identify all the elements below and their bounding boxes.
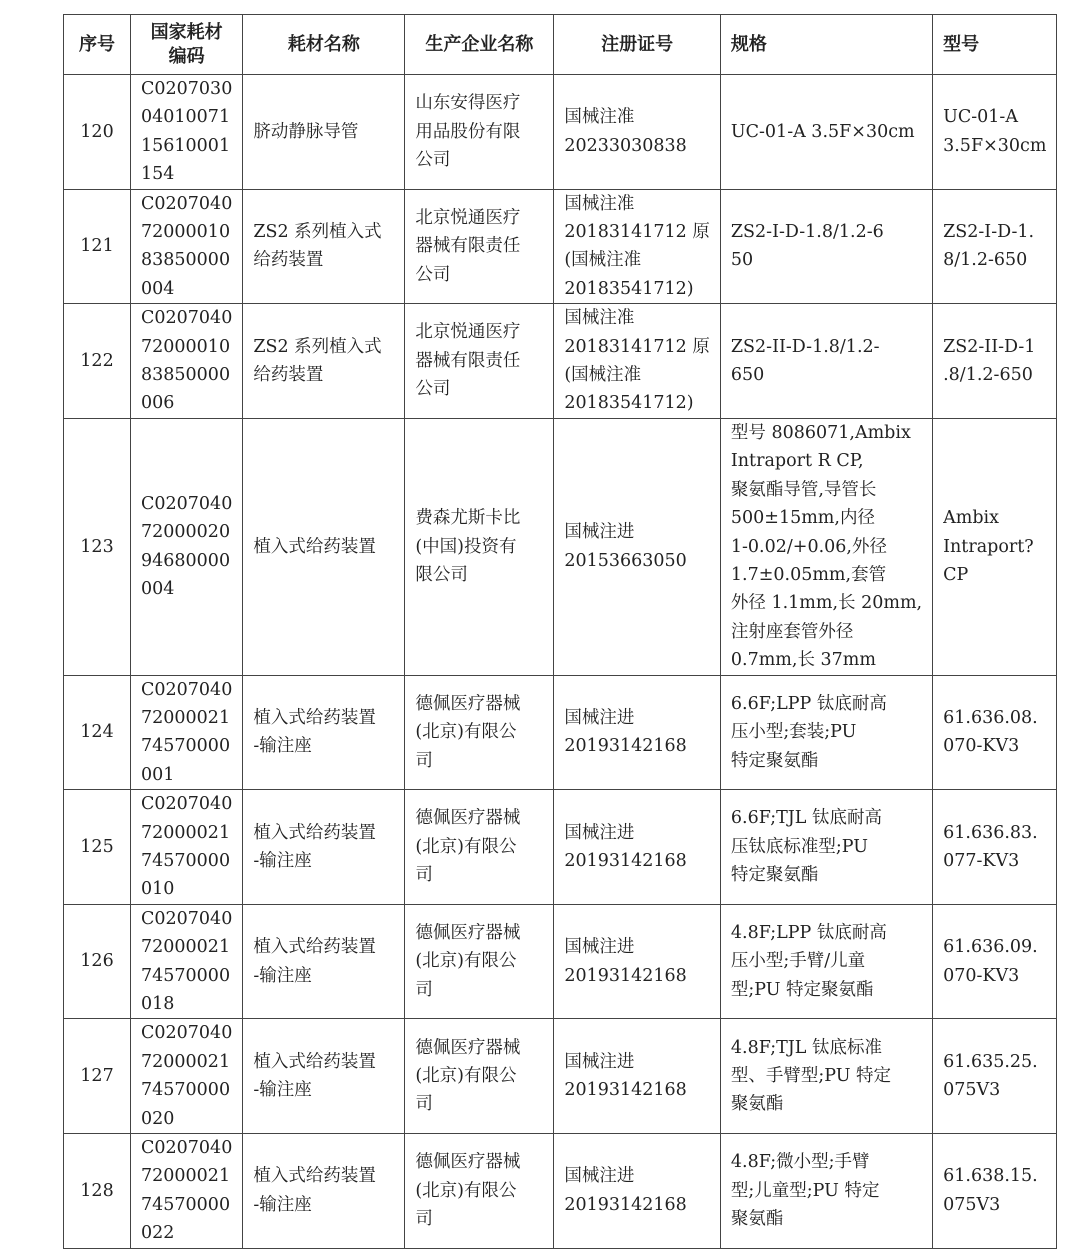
cell-model — [933, 904, 1057, 1019]
cell-registration-line: 20193142168 — [564, 850, 687, 871]
cell-name — [243, 904, 405, 1019]
cell-registration — [554, 75, 721, 190]
cell-company-line: (北京)有限公 — [415, 1180, 517, 1201]
cell-code-line: 020 — [141, 1108, 175, 1129]
cell-code-line: 001 — [141, 764, 175, 785]
header-company — [405, 15, 554, 75]
cell-company-line: 德佩医疗器械 — [415, 1037, 521, 1058]
cell-model-line: .8/1.2-650 — [943, 365, 1033, 386]
table-header-row — [64, 15, 1057, 75]
cell-seq: 127 — [64, 1019, 131, 1134]
cell-name — [243, 1134, 405, 1249]
cell-code-line: 006 — [141, 393, 175, 414]
cell-spec-line: 1-0.02/+0.06,外径 — [730, 536, 887, 557]
cell-code-line: C0207040 — [141, 493, 233, 514]
cell-company-line: 司 — [415, 979, 433, 1000]
cell-model — [933, 304, 1057, 419]
cell-spec-line: Intraport R CP, — [730, 451, 864, 472]
cell-code-line: 018 — [141, 994, 175, 1014]
cell-company-line: 德佩医疗器械 — [415, 1152, 521, 1173]
cell-registration — [554, 904, 721, 1019]
cell-company — [405, 75, 554, 190]
cell-registration-line: 20153663050 — [564, 550, 687, 571]
cell-code-line: C0207040 — [141, 908, 233, 929]
cell-name-line: 给药装置 — [253, 365, 324, 386]
cell-spec-line: 压钛底标准型;PU — [730, 836, 868, 857]
cell-registration-line: (国械注准 — [564, 365, 642, 386]
cell-seq: 126 — [64, 904, 131, 1019]
table-row — [64, 1134, 1057, 1249]
cell-name — [243, 75, 405, 190]
cell-registration — [554, 675, 721, 790]
cell-company-line: 器械有限责任 — [415, 350, 521, 371]
header-registration — [554, 15, 721, 75]
cell-registration-line: 20193142168 — [564, 1080, 687, 1101]
header-line: 生产企业名称 — [425, 33, 534, 55]
cell-spec — [720, 418, 932, 675]
cell-spec-line: ZS2-I-D-1.8/1.2-6 — [730, 222, 884, 243]
cell-spec-line: 型;PU 特定聚氨酯 — [730, 979, 874, 1000]
cell-seq: 123 — [64, 418, 131, 675]
cell-code-line: C0207030 — [141, 79, 233, 99]
cell-name-line: 给药装置 — [253, 250, 324, 271]
cell-registration-line: 20193142168 — [564, 965, 687, 986]
cell-registration-line: 国械注进 — [564, 1051, 635, 1072]
header-code — [131, 15, 243, 75]
cell-code — [131, 675, 243, 790]
cell-registration-line: 20183541712) — [564, 278, 694, 299]
cell-code-line: 72000010 — [141, 222, 231, 243]
table-row — [64, 904, 1057, 1019]
cell-seq: 124 — [64, 675, 131, 790]
cell-company — [405, 304, 554, 419]
table-row — [64, 1019, 1057, 1134]
cell-model-line: ZS2-II-D-1 — [943, 336, 1036, 357]
cell-code-line: C0207040 — [141, 1023, 233, 1044]
cell-code-line: 010 — [141, 879, 175, 900]
cell-name-line: -输注座 — [253, 1194, 312, 1215]
cell-registration-line: (国械注准 — [564, 250, 642, 271]
cell-model-line: Ambix — [943, 508, 1000, 529]
cell-registration-line: 国械注准 — [564, 107, 635, 128]
header-line: 序号 — [79, 33, 115, 55]
cell-code-line: 74570000 — [141, 1194, 231, 1215]
cell-company-line: 公司 — [415, 264, 451, 285]
cell-model-line: 61.635.25. — [943, 1051, 1038, 1072]
cell-model-line: 070-KV3 — [943, 736, 1020, 757]
cell-code — [131, 75, 243, 190]
cell-name-line: 植入式给药装置 — [253, 536, 376, 557]
cell-name-line: ZS2 系列植入式 — [253, 222, 382, 243]
cell-name-line: 脐动静脉导管 — [253, 121, 359, 142]
cell-code-line: 154 — [141, 164, 175, 185]
cell-name-line: -输注座 — [253, 1080, 312, 1101]
cell-code-line: 74570000 — [141, 736, 231, 757]
cell-spec-line: UC-01-A 3.5F×30cm — [730, 121, 915, 142]
cell-spec-line: 4.8F;TJL 钛底标准 — [730, 1037, 882, 1058]
table-row — [64, 304, 1057, 419]
cell-registration-line: 国械注进 — [564, 522, 635, 543]
cell-code — [131, 304, 243, 419]
header-line: 型号 — [943, 33, 980, 55]
cell-code-line: 83850000 — [141, 365, 231, 386]
cell-company-line: 司 — [415, 865, 433, 886]
cell-name — [243, 790, 405, 905]
header-name — [243, 15, 405, 75]
cell-spec — [720, 790, 932, 905]
cell-model-line: CP — [943, 564, 969, 585]
cell-registration — [554, 1019, 721, 1134]
cell-seq: 122 — [64, 304, 131, 419]
cell-seq: 128 — [64, 1134, 131, 1249]
cell-company-line: (北京)有限公 — [415, 836, 517, 857]
cell-spec — [720, 1019, 932, 1134]
cell-model-line: 075V3 — [943, 1194, 1001, 1215]
cell-registration — [554, 189, 721, 304]
cell-company — [405, 1134, 554, 1249]
cell-model-line: 075V3 — [943, 1080, 1001, 1101]
cell-code — [131, 189, 243, 304]
cell-company — [405, 675, 554, 790]
cell-spec-line: 500±15mm,内径 — [730, 508, 875, 529]
cell-code — [131, 418, 243, 675]
cell-spec-line: 型;儿童型;PU 特定 — [730, 1180, 880, 1201]
cell-company-line: (北京)有限公 — [415, 951, 517, 972]
cell-registration-line: 国械注进 — [564, 937, 635, 958]
cell-company-line: 限公司 — [415, 564, 468, 585]
cell-registration — [554, 418, 721, 675]
cell-code-line: 004 — [141, 579, 175, 600]
cell-code-line: 83850000 — [141, 250, 231, 271]
cell-company-line: 用品股份有限 — [415, 121, 521, 142]
cell-registration-line: 国械注进 — [564, 707, 635, 728]
cell-code-line: 72000021 — [141, 822, 231, 843]
cell-model — [933, 675, 1057, 790]
cell-company — [405, 418, 554, 675]
cell-spec-line: 压小型;手臂/儿童 — [730, 951, 866, 972]
cell-spec-line: 聚氨酯 — [730, 1209, 784, 1230]
header-model — [933, 15, 1057, 75]
cell-name-line: -输注座 — [253, 736, 312, 757]
cell-code-line: C0207040 — [141, 679, 233, 700]
cell-model-line: 61.638.15. — [943, 1166, 1038, 1187]
cell-code-line: C0207040 — [141, 794, 233, 815]
cell-code-line: 04010071 — [141, 107, 231, 128]
cell-code-line: 74570000 — [141, 850, 231, 871]
cell-spec — [720, 304, 932, 419]
cell-registration-line: 20233030838 — [564, 135, 687, 156]
cell-registration-line: 国械注进 — [564, 822, 635, 843]
table-row — [64, 418, 1057, 675]
cell-name-line: 植入式给药装置 — [253, 1051, 376, 1072]
cell-company-line: 司 — [415, 1094, 433, 1115]
cell-spec — [720, 675, 932, 790]
cell-name-line: -输注座 — [253, 965, 312, 986]
cell-model — [933, 1134, 1057, 1249]
cell-code-line: C0207040 — [141, 308, 233, 329]
cell-spec-line: 型、手臂型;PU 特定 — [730, 1066, 892, 1087]
cell-registration — [554, 790, 721, 905]
cell-registration-line: 国械注准 — [564, 193, 635, 214]
cell-spec-line: 聚氨酯导管,导管长 — [730, 479, 877, 500]
cell-code — [131, 1134, 243, 1249]
cell-spec-line: ZS2-II-D-1.8/1.2- — [730, 336, 880, 357]
cell-model-line: UC-01-A — [943, 107, 1018, 128]
cell-spec-line: 特定聚氨酯 — [730, 750, 819, 771]
cell-code — [131, 790, 243, 905]
cell-spec — [720, 1134, 932, 1249]
cell-spec-line: 型号 8086071,Ambix — [730, 422, 911, 443]
cell-registration-line: 20193142168 — [564, 736, 687, 757]
cell-name-line: 植入式给药装置 — [253, 707, 376, 728]
cell-company-line: 北京悦通医疗 — [415, 322, 521, 343]
cell-model-line: Intraport? — [943, 536, 1034, 557]
cell-company-line: (北京)有限公 — [415, 722, 517, 743]
cell-company — [405, 904, 554, 1019]
cell-name — [243, 1019, 405, 1134]
table-row — [64, 75, 1057, 190]
cell-registration — [554, 1134, 721, 1249]
cell-model-line: 61.636.08. — [943, 707, 1038, 728]
cell-model — [933, 189, 1057, 304]
cell-model-line: 3.5F×30cm — [943, 135, 1047, 156]
cell-code-line: 94680000 — [141, 550, 231, 571]
cell-code — [131, 904, 243, 1019]
cell-company-line: 器械有限责任 — [415, 236, 521, 257]
cell-spec-line: 4.8F;LPP 钛底耐高 — [730, 922, 887, 943]
cell-spec-line: 特定聚氨酯 — [730, 865, 819, 886]
header-line: 注册证号 — [601, 33, 674, 55]
cell-seq: 120 — [64, 75, 131, 190]
cell-code-line: 72000021 — [141, 937, 231, 958]
cell-company — [405, 1019, 554, 1134]
cell-company — [405, 790, 554, 905]
cell-code-line: 72000021 — [141, 1166, 231, 1187]
cell-company-line: (中国)投资有 — [415, 536, 517, 557]
cell-name — [243, 418, 405, 675]
cell-model — [933, 1019, 1057, 1134]
header-line: 国家耗材 — [150, 21, 223, 43]
cell-spec-line: 聚氨酯 — [730, 1094, 784, 1115]
cell-spec-line: 注射座套管外径 — [730, 621, 854, 642]
cell-spec-line: 50 — [730, 250, 754, 271]
cell-model-line: 8/1.2-650 — [943, 250, 1028, 271]
cell-registration-line: 国械注准 — [564, 308, 635, 329]
cell-model-line: 070-KV3 — [943, 965, 1020, 986]
cell-spec-line: 外径 1.1mm,长 20mm, — [730, 593, 923, 614]
cell-company — [405, 189, 554, 304]
cell-code-line: 15610001 — [141, 135, 231, 156]
cell-model-line: 61.636.09. — [943, 937, 1038, 958]
consumables-table — [63, 14, 1057, 1249]
cell-code-line: 74570000 — [141, 1080, 231, 1101]
cell-spec-line: 4.8F;微小型;手臂 — [730, 1152, 870, 1173]
header-spec — [720, 15, 932, 75]
cell-seq: 121 — [64, 189, 131, 304]
cell-model-line: 077-KV3 — [943, 850, 1020, 871]
cell-spec-line: 6.6F;LPP 钛底耐高 — [730, 693, 887, 714]
header-line: 规格 — [730, 33, 767, 55]
header-line: 耗材名称 — [287, 33, 360, 55]
cell-model-line: 61.636.83. — [943, 822, 1038, 843]
cell-spec-line: 1.7±0.05mm,套管 — [730, 564, 887, 585]
cell-code-line: 72000010 — [141, 336, 231, 357]
cell-company-line: 北京悦通医疗 — [415, 207, 521, 228]
cell-registration-line: 20193142168 — [564, 1194, 687, 1215]
cell-registration-line: 20183141712 原 — [564, 222, 710, 243]
cell-name-line: 植入式给药装置 — [253, 822, 376, 843]
cell-code-line: 74570000 — [141, 965, 231, 986]
cell-name-line: 植入式给药装置 — [253, 937, 376, 958]
cell-registration-line: 国械注进 — [564, 1166, 635, 1187]
cell-code-line: 004 — [141, 278, 175, 299]
header-line: 编码 — [168, 45, 205, 67]
cell-registration-line: 20183141712 原 — [564, 336, 710, 357]
cell-name — [243, 675, 405, 790]
cell-company-line: 司 — [415, 750, 433, 771]
cell-spec — [720, 75, 932, 190]
cell-company-line: 德佩医疗器械 — [415, 808, 521, 829]
cell-spec-line: 压小型;套装;PU — [730, 722, 857, 743]
cell-code-line: 72000020 — [141, 522, 231, 543]
cell-code — [131, 1019, 243, 1134]
cell-code-line: 72000021 — [141, 707, 231, 728]
cell-spec-line: 6.6F;TJL 钛底耐高 — [730, 808, 882, 829]
cell-model-line: ZS2-I-D-1. — [943, 222, 1035, 243]
cell-name-line: ZS2 系列植入式 — [253, 336, 382, 357]
cell-company-line: 公司 — [415, 379, 451, 400]
cell-model — [933, 418, 1057, 675]
cell-spec — [720, 189, 932, 304]
cell-code-line: C0207040 — [141, 1138, 233, 1159]
cell-spec-line: 650 — [730, 365, 765, 386]
cell-code-line: 72000021 — [141, 1051, 231, 1072]
cell-name-line: -输注座 — [253, 850, 312, 871]
table-row — [64, 675, 1057, 790]
cell-company-line: 山东安得医疗 — [415, 93, 521, 114]
cell-company-line: (北京)有限公 — [415, 1066, 517, 1087]
cell-name — [243, 304, 405, 419]
cell-model — [933, 790, 1057, 905]
cell-company-line: 费森尤斯卡比 — [415, 508, 521, 529]
cell-company-line: 德佩医疗器械 — [415, 922, 521, 943]
cell-code-line: C0207040 — [141, 193, 233, 214]
cell-spec-line: 0.7mm,长 37mm — [730, 650, 876, 671]
cell-spec — [720, 904, 932, 1019]
cell-company-line: 司 — [415, 1209, 433, 1230]
table-row — [64, 189, 1057, 304]
cell-seq: 125 — [64, 790, 131, 905]
cell-name-line: 植入式给药装置 — [253, 1166, 376, 1187]
cell-code-line: 022 — [141, 1223, 175, 1244]
cell-registration — [554, 304, 721, 419]
cell-company-line: 德佩医疗器械 — [415, 693, 521, 714]
cell-company-line: 公司 — [415, 150, 451, 171]
cell-name — [243, 189, 405, 304]
table-row — [64, 790, 1057, 905]
header-seq — [64, 15, 131, 75]
cell-registration-line: 20183541712) — [564, 393, 694, 414]
cell-model — [933, 75, 1057, 190]
